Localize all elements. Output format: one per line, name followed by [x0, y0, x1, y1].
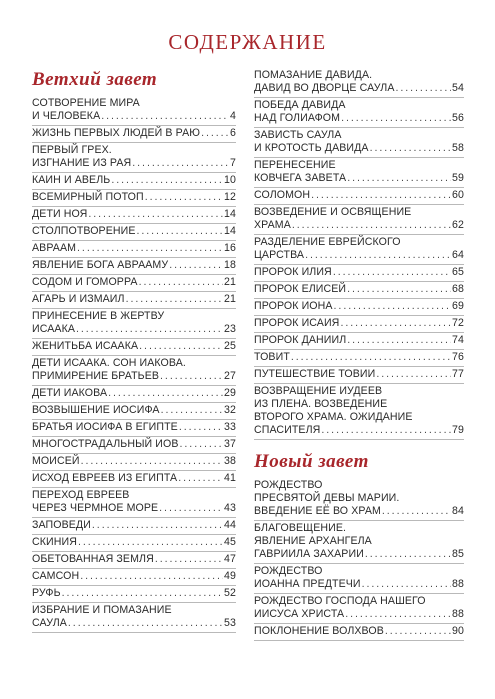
dot-leader	[139, 276, 223, 289]
toc-page-number: 90	[452, 625, 464, 637]
dot-leader	[305, 249, 451, 262]
toc-entry-title-line: ИОАННА ПРЕДТЕЧИ	[254, 578, 361, 590]
toc-entry-title-line: ГАВРИИЛА ЗАХАРИИ	[254, 548, 364, 560]
toc-entry-title-line: ПРОРОК ЕЛИСЕЙ	[254, 283, 347, 295]
toc-page-number: 65	[452, 266, 464, 278]
toc-entry-last-line	[254, 112, 464, 125]
dot-leader	[178, 472, 223, 485]
section-header-old-testament: Ветхий завет	[32, 69, 158, 90]
dot-leader	[345, 608, 451, 621]
toc-page-number: 47	[224, 553, 236, 565]
toc-entry-last-line	[32, 110, 236, 123]
toc-entry-last-line	[32, 127, 236, 140]
toc-entry-title-line: СТОЛПОТВОРЕНИЕ	[32, 225, 136, 237]
toc-entry-last-line	[32, 570, 236, 583]
dot-leader	[92, 519, 223, 532]
toc-entry	[254, 188, 464, 205]
toc-entry	[32, 190, 236, 207]
toc-entry-title-line: ЖЕНИТЬБА ИСААКА	[32, 340, 139, 352]
toc-entry-title-line: АГАРЬ И ИЗМАИЛ	[32, 293, 125, 305]
dot-leader	[169, 259, 223, 272]
toc-entry-title-line: ПРИМИРЕНИЕ БРАТЬЕВ	[32, 370, 160, 382]
toc-entry-title-line: САМСОН	[32, 570, 80, 582]
dot-leader	[145, 191, 223, 204]
toc-page-number: 12	[224, 191, 236, 203]
toc-page-number: 58	[452, 142, 464, 154]
toc-page-number: 53	[224, 617, 236, 629]
toc-entry-title-line: БРАТЬЯ ИОСИФА В ЕГИПТЕ	[32, 421, 178, 433]
toc-entry-last-line	[32, 174, 236, 187]
dot-leader	[159, 502, 223, 515]
toc-page-number: 43	[224, 502, 236, 514]
toc-entry-title-line: ЯВЛЕНИЕ БОГА АВРААМУ	[32, 259, 169, 271]
toc-entry-title-line: ИСХОД ЕВРЕЕВ ИЗ ЕГИПТА	[32, 472, 178, 484]
toc-entry-last-line	[32, 293, 236, 306]
toc-entry-title-line: ИЗ ПЛЕНА. ВОЗВЕДЕНИЕ	[254, 398, 388, 410]
toc-entry-last-line	[254, 334, 464, 347]
toc-entry-title-line: ЦАРСТВА	[254, 249, 305, 261]
toc-list-old-testament	[32, 96, 236, 633]
toc-entry-title-line: ПРОРОК ДАНИИЛ	[254, 334, 347, 346]
dot-leader	[179, 421, 223, 434]
toc-page-number: 72	[452, 317, 464, 329]
toc-entry-last-line	[32, 208, 236, 221]
toc-entry	[254, 235, 464, 265]
toc-entry-title-line: ЗАПОВЕДИ	[32, 519, 91, 531]
section-header-new-testament: Новый завет	[254, 451, 369, 472]
toc-page-number: 27	[224, 370, 236, 382]
toc-entry	[32, 437, 236, 454]
toc-entry-title-line: РОЖДЕСТВО ГОСПОДА НАШЕГО	[254, 595, 426, 607]
toc-page-number: 6	[230, 127, 236, 139]
toc-entry-title-line: И КРОТОСТЬ ДАВИДА	[254, 142, 369, 154]
toc-entry	[32, 603, 236, 633]
toc-entry	[32, 339, 236, 356]
toc-entry-title-line: БЛАГОВЕЩЕНИЕ.	[254, 522, 347, 534]
toc-entry-title-line: КАИН И АВЕЛЬ	[32, 174, 111, 186]
toc-entry	[254, 316, 464, 333]
toc-entry	[32, 224, 236, 241]
toc-entry	[32, 275, 236, 292]
dot-leader	[321, 424, 451, 437]
dot-leader	[155, 553, 223, 566]
dot-leader	[62, 587, 223, 600]
toc-entry	[32, 420, 236, 437]
dot-leader	[139, 340, 223, 353]
toc-entry-title-line: ПЕРЕХОД ЕВРЕЕВ	[32, 489, 130, 501]
toc-entry-last-line	[32, 438, 236, 451]
toc-entry-title-line: ТОВИТ	[254, 351, 290, 363]
toc-entry-title-line: САУЛА	[32, 617, 67, 629]
dot-leader	[292, 219, 451, 232]
toc-entry-title-line: ВОЗВРАЩЕНИЕ ИУДЕЕВ	[254, 385, 383, 397]
toc-page-number: 52	[224, 587, 236, 599]
toc-page-number: 45	[224, 536, 236, 548]
toc-entry-title-line: ПОМАЗАНИЕ ДАВИДА.	[254, 69, 373, 81]
toc-entry-title-line: СПАСИТЕЛЯ	[254, 424, 321, 436]
dot-leader	[161, 404, 223, 417]
toc-page-number: 4	[230, 110, 236, 122]
toc-entry-title-line: ПЕРВЫЙ ГРЕХ.	[32, 144, 112, 156]
toc-entry-title-line: СОДОМ И ГОМОРРА	[32, 276, 138, 288]
toc-page-number: 7	[230, 157, 236, 169]
toc-entry	[32, 258, 236, 275]
toc-entry	[254, 98, 464, 128]
dot-leader	[396, 82, 452, 95]
toc-entry-title-line: РОЖДЕСТВО	[254, 479, 323, 491]
toc-entry-last-line	[32, 387, 236, 400]
dot-leader	[81, 455, 223, 468]
toc-entry-title-line: ПРИНЕСЕНИЕ В ЖЕРТВУ	[32, 310, 165, 322]
toc-page-number: 69	[452, 300, 464, 312]
toc-entry-title-line: ПРЕСВЯТОЙ ДЕВЫ МАРИИ.	[254, 492, 400, 504]
toc-entry-last-line	[32, 323, 236, 336]
dot-leader	[68, 617, 223, 630]
toc-entry-last-line	[32, 157, 236, 170]
dot-leader	[126, 293, 223, 306]
dot-leader	[333, 266, 451, 279]
toc-entry-title-line: СОТВОРЕНИЕ МИРА	[32, 97, 140, 109]
toc-entry-last-line	[254, 608, 464, 621]
toc-entry	[32, 471, 236, 488]
toc-entry-last-line	[32, 519, 236, 532]
toc-entry-last-line	[32, 472, 236, 485]
toc-entry-title-line: РУФЬ	[32, 587, 61, 599]
toc-page-number: 56	[452, 112, 464, 124]
dot-leader	[132, 157, 229, 170]
toc-page-number: 84	[452, 505, 464, 517]
toc-entry	[32, 386, 236, 403]
toc-page-number: 32	[224, 404, 236, 416]
toc-entry	[254, 384, 464, 440]
left-column	[32, 68, 236, 633]
dot-leader	[362, 578, 451, 591]
toc-entry-last-line	[32, 404, 236, 417]
toc-page-number: 38	[224, 455, 236, 467]
toc-entry-title-line: И ЧЕЛОВЕКА	[32, 110, 101, 122]
dot-leader	[347, 172, 451, 185]
toc-entry	[254, 350, 464, 367]
toc-page-number: 85	[452, 548, 464, 560]
toc-entry	[254, 128, 464, 158]
toc-page-number: 64	[452, 249, 464, 261]
toc-entry-title-line: ВОЗВЕДЕНИЕ И ОСВЯЩЕНИЕ	[254, 206, 412, 218]
toc-page-number: 54	[452, 82, 464, 94]
toc-page-number: 33	[224, 421, 236, 433]
toc-entry	[32, 96, 236, 126]
toc-page-number: 41	[224, 472, 236, 484]
dot-leader	[111, 174, 223, 187]
toc-page-number: 74	[452, 334, 464, 346]
toc-entry-title-line: ПРОРОК ИСАИЯ	[254, 317, 340, 329]
toc-entry	[32, 292, 236, 309]
dot-leader	[77, 242, 223, 255]
toc-entry-title-line: ЗАВИСТЬ САУЛА	[254, 129, 342, 141]
toc-page-number: 88	[452, 608, 464, 620]
toc-page-number: 68	[452, 283, 464, 295]
toc-page-number: 10	[224, 174, 236, 186]
toc-page-number: 21	[224, 293, 236, 305]
dot-leader	[347, 334, 451, 347]
dot-leader	[78, 536, 223, 549]
toc-entry-last-line	[32, 191, 236, 204]
toc-entry-last-line	[32, 617, 236, 630]
dot-leader	[80, 570, 223, 583]
toc-entry-title-line: ДЕТИ НОЯ	[32, 208, 88, 220]
toc-page-number: 25	[224, 340, 236, 352]
toc-entry-last-line	[32, 340, 236, 353]
toc-entry-last-line	[32, 276, 236, 289]
toc-entry-title-line: НАД ГОЛИАФОМ	[254, 112, 341, 124]
toc-page-number: 23	[224, 323, 236, 335]
dot-leader	[376, 368, 451, 381]
dot-leader	[108, 387, 223, 400]
toc-page-number: 59	[452, 172, 464, 184]
toc-entry-title-line: ПЕРЕНЕСЕНИЕ	[254, 159, 336, 171]
toc-entry	[254, 478, 464, 521]
toc-entry	[254, 367, 464, 384]
toc-entry-last-line	[32, 259, 236, 272]
dot-leader	[160, 370, 223, 383]
dot-leader	[180, 438, 223, 451]
toc-entry-last-line	[254, 82, 464, 95]
toc-entry-last-line	[254, 300, 464, 313]
toc-entry-last-line	[32, 553, 236, 566]
toc-entry-title-line: ВВЕДЕНИЕ ЕЁ ВО ХРАМ	[254, 505, 381, 517]
toc-entry-last-line	[32, 370, 236, 383]
toc-entry	[32, 454, 236, 471]
toc-entry-last-line	[254, 505, 464, 518]
toc-entry	[32, 569, 236, 586]
dot-leader	[334, 300, 451, 313]
toc-page-number: 76	[452, 351, 464, 363]
toc-entry-last-line	[32, 242, 236, 255]
toc-entry	[32, 586, 236, 603]
dot-leader	[88, 208, 223, 221]
toc-page-number: 62	[452, 219, 464, 231]
toc-entry-title-line: ДЕТИ ИАКОВА	[32, 387, 108, 399]
toc-entry-last-line	[254, 189, 464, 202]
toc-entry-last-line	[32, 225, 236, 238]
toc-entry-title-line: КОВЧЕГА ЗАВЕТА	[254, 172, 347, 184]
toc-entry	[254, 594, 464, 624]
toc-entry-title-line: ПУТЕШЕСТВИЕ ТОВИИ	[254, 368, 376, 380]
dot-leader	[291, 351, 451, 364]
toc-page-number: 16	[224, 242, 236, 254]
toc-entry-title-line: ПОБЕДА ДАВИДА	[254, 99, 346, 111]
toc-entry-last-line	[32, 587, 236, 600]
toc-page-number: 79	[452, 424, 464, 436]
toc-entry	[32, 173, 236, 190]
toc-page-number: 60	[452, 189, 464, 201]
toc-entry-title-line: ИЗГНАНИЕ ИЗ РАЯ	[32, 157, 132, 169]
toc-entry	[254, 564, 464, 594]
toc-entry-title-line: ЧЕРЕЗ ЧЕРМНОЕ МОРЕ	[32, 502, 159, 514]
toc-entry	[254, 158, 464, 188]
dot-leader	[365, 548, 451, 561]
dot-leader	[101, 110, 229, 123]
toc-entry	[32, 535, 236, 552]
dot-leader	[370, 142, 451, 155]
toc-entry-title-line: ХРАМА	[254, 219, 291, 231]
toc-entry-title-line: РАЗДЕЛЕНИЕ ЕВРЕЙСКОГО	[254, 236, 401, 248]
toc-page-number: 49	[224, 570, 236, 582]
toc-entry-last-line	[254, 317, 464, 330]
toc-entry-title-line: МОИСЕЙ	[32, 455, 80, 467]
toc-entry-last-line	[32, 455, 236, 468]
toc-entry-last-line	[254, 368, 464, 381]
toc-entry-title-line: ДАВИД ВО ДВОРЦЕ САУЛА	[254, 82, 395, 94]
toc-entry-title-line: ЯВЛЕНИЕ АРХАНГЕЛА	[254, 535, 372, 547]
dot-leader	[340, 317, 451, 330]
toc-entry-title-line: СКИНИЯ	[32, 536, 77, 548]
toc-list-new-testament	[254, 478, 464, 641]
toc-entry-title-line: ОБЕТОВАННАЯ ЗЕМЛЯ	[32, 553, 154, 565]
toc-entry-title-line: РОЖДЕСТВО	[254, 565, 323, 577]
toc-page-number: 29	[224, 387, 236, 399]
toc-entry-last-line	[254, 142, 464, 155]
toc-entry-last-line	[254, 266, 464, 279]
toc-entry	[254, 333, 464, 350]
toc-entry-title-line: ИСААКА	[32, 323, 76, 335]
toc-entry-title-line: ПРОРОК ИЛИЯ	[254, 266, 332, 278]
toc-entry	[32, 309, 236, 339]
toc-entry	[254, 521, 464, 564]
toc-entry-title-line: СОЛОМОН	[254, 189, 311, 201]
toc-entry-last-line	[254, 249, 464, 262]
toc-entry	[32, 207, 236, 224]
toc-page-number: 21	[224, 276, 236, 288]
toc-entry-last-line	[254, 351, 464, 364]
toc-list-old-testament-continued	[254, 68, 464, 440]
toc-entry-last-line	[254, 578, 464, 591]
toc-entry-last-line	[32, 502, 236, 515]
dot-leader	[382, 505, 451, 518]
toc-entry	[32, 403, 236, 420]
toc-page-number: 14	[224, 208, 236, 220]
toc-entry	[32, 356, 236, 386]
toc-entry	[254, 299, 464, 316]
toc-page-number: 18	[224, 259, 236, 271]
toc-entry-title-line: ИЗБРАНИЕ И ПОМАЗАНИЕ	[32, 604, 172, 616]
toc-entry-last-line	[254, 625, 464, 638]
toc-entry-title-line: ПОКЛОНЕНИЕ ВОЛХВОВ	[254, 625, 384, 637]
toc-entry-last-line	[254, 548, 464, 561]
toc-entry-last-line	[32, 536, 236, 549]
toc-entry-title-line: АВРААМ	[32, 242, 77, 254]
toc-entry-title-line: ПРОРОК ИОНА	[254, 300, 333, 312]
toc-page-number: 14	[224, 225, 236, 237]
toc-entry-last-line	[254, 172, 464, 185]
toc-entry-last-line	[32, 421, 236, 434]
toc-entry-title-line: ДЕТИ ИСААКА. СОН ИАКОВА.	[32, 357, 186, 369]
toc-page-number: 37	[224, 438, 236, 450]
toc-entry	[254, 624, 464, 641]
dot-leader	[311, 189, 451, 202]
toc-entry-title-line: МНОГОСТРАДАЛЬНЫЙ ИОВ	[32, 438, 179, 450]
toc-entry-last-line	[254, 424, 464, 437]
toc-entry	[32, 552, 236, 569]
toc-entry-title-line: ВСЕМИРНЫЙ ПОТОП	[32, 191, 144, 203]
toc-entry	[32, 241, 236, 258]
page-title: СОДЕРЖАНИЕ	[168, 30, 327, 54]
dot-leader	[137, 225, 224, 238]
toc-entry	[254, 265, 464, 282]
toc-entry	[254, 205, 464, 235]
dot-leader	[201, 127, 229, 140]
toc-entry	[32, 126, 236, 143]
toc-entry	[254, 282, 464, 299]
toc-entry-last-line	[254, 283, 464, 296]
dot-leader	[341, 112, 451, 125]
toc-entry-last-line	[254, 219, 464, 232]
toc-page-number: 77	[452, 368, 464, 380]
toc-entry-title-line: ВОЗВЫШЕНИЕ ИОСИФА	[32, 404, 160, 416]
toc-page-number: 44	[224, 519, 236, 531]
toc-entry	[32, 488, 236, 518]
toc-entry-title-line: ЖИЗНЬ ПЕРВЫХ ЛЮДЕЙ В РАЮ	[32, 127, 201, 139]
toc-page-number: 88	[452, 578, 464, 590]
toc-entry	[32, 143, 236, 173]
right-column	[254, 68, 464, 641]
dot-leader	[347, 283, 451, 296]
dot-leader	[76, 323, 223, 336]
toc-entry-title-line: ИИСУСА ХРИСТА	[254, 608, 345, 620]
toc-entry-title-line: ВТОРОГО ХРАМА. ОЖИДАНИЕ	[254, 411, 413, 423]
toc-entry	[254, 68, 464, 98]
dot-leader	[385, 625, 451, 638]
toc-entry	[32, 518, 236, 535]
